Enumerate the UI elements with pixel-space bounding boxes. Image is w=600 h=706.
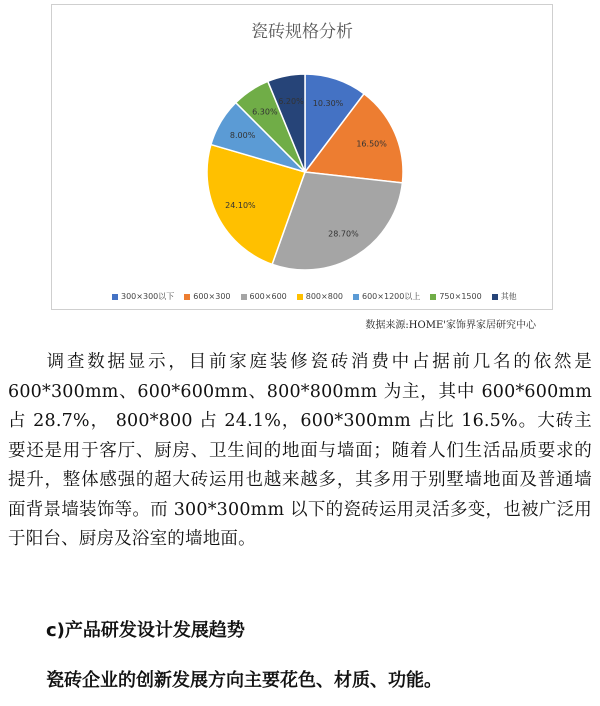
- chart-title: 瓷砖规格分析: [251, 22, 353, 42]
- legend-swatch: [430, 294, 436, 300]
- legend-swatch: [492, 294, 498, 300]
- slice-data-label: 6.20%: [278, 96, 304, 106]
- legend-label: 其他: [500, 292, 517, 301]
- legend-swatch: [353, 294, 359, 300]
- slice-data-label: 10.30%: [312, 99, 344, 109]
- section-heading: c)产品研发设计发展趋势: [46, 620, 245, 641]
- closing-statement: 瓷砖企业的创新发展方向主要花色、材质、功能。: [46, 670, 442, 691]
- legend-item: [353, 291, 420, 302]
- slice-data-label: 16.50%: [356, 139, 387, 149]
- slice-data-label: 8.00%: [229, 131, 256, 141]
- slice-data-label: 24.10%: [225, 200, 256, 210]
- legend-swatch: [112, 294, 118, 300]
- pie-plot: [52, 5, 552, 309]
- legend-item: [112, 291, 174, 302]
- slice-data-label: 28.70%: [328, 229, 359, 239]
- body-paragraph: [8, 348, 592, 555]
- body-paragraph-text: 调查数据显示，目前家庭装修瓷砖消费中占据前几名的依然是 600*300mm、600*600mm、800*800mm 为主，其中 600*600mm 占 28.7%， 800*800 占 24.1%，600*300mm 占比 16.5%。大砖主要还是用于客厅、厨房、卫生间的地面与墙面；随着人们生活品质要求的提升，整体感强的超大砖运用也越来越多，其多用于别墅墙地面及普通墙面背景墙装饰等。而 300*300mm 以下的瓷砖运用灵活多变，也被广泛用于阳台、厨房及浴室的墙地面。: [8, 352, 592, 549]
- legend-item: [184, 291, 230, 302]
- legend-label: 300×300以下: [121, 292, 175, 301]
- legend-item: [492, 291, 517, 302]
- legend-swatch: [184, 294, 190, 300]
- legend-label: 750×1500: [439, 292, 482, 301]
- legend-swatch: [297, 294, 303, 300]
- legend-label: 600×600: [249, 292, 287, 301]
- legend-item: [297, 291, 343, 302]
- legend-swatch: [241, 294, 247, 300]
- legend-item: [430, 291, 481, 302]
- slice-data-label: 6.30%: [252, 107, 278, 117]
- data-source-note: 数据来源:HOME'家饰界家居研究中心: [365, 320, 536, 331]
- legend-label: 600×300: [193, 292, 231, 301]
- legend-label: 800×800: [305, 292, 343, 301]
- legend-label: 600×1200以上: [362, 292, 421, 301]
- pie-chart: [51, 4, 553, 310]
- legend-item: [241, 291, 287, 302]
- chart-legend: [112, 291, 552, 302]
